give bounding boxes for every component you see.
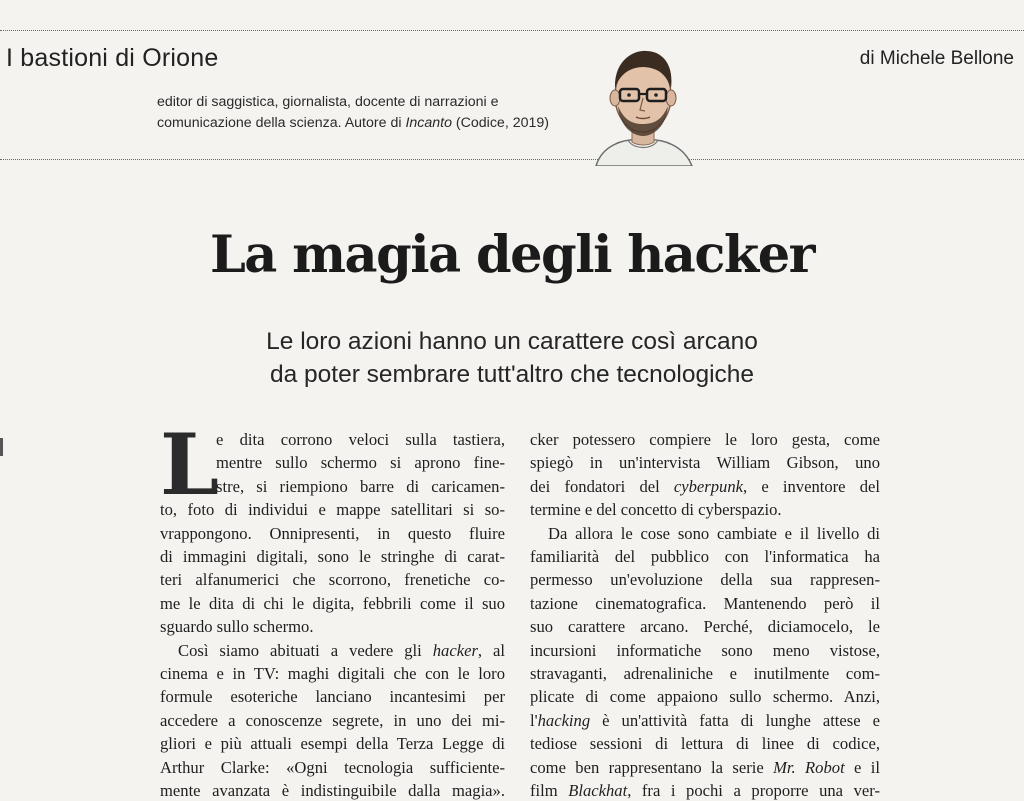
text-run: l' [530,710,538,730]
author-bio [157,92,597,134]
text-line [530,475,880,498]
text-line: sguardo sullo schermo. [160,617,314,637]
text-run: come ben rappresentano la serie [530,757,774,777]
emphasis-blackhat: Blackhat [568,781,628,801]
header-top-rule [0,30,1024,31]
article-title: La magia degli hacker [209,225,815,285]
text-line: gliori e più attuali esempi della Terza Legge di [160,734,505,754]
text-line: vrappongono. Onnipresenti, in questo fluire [160,523,505,543]
text-line [160,639,505,662]
text-line [530,779,880,801]
text-line [530,709,880,732]
text-line: di immagini digitali, sono le stringhe di carat- [160,547,505,567]
text-run: , fra i pochi a proporre una ver- [627,781,880,801]
text-line: termine e del concetto di cyberspazio. [530,500,782,520]
author-byline: di Michele Bellone [859,48,1014,69]
text-line: mente avanzata è indistinguibile dalla magia». [160,781,505,801]
text-line: teri alfanumerici che scorrono, frenetiche co- [160,570,505,590]
article-subtitle [0,325,1024,391]
text-line: stre, si riempiono barre di caricamen- [216,476,505,496]
text-line: cinema e in TV: maghi digitali che con le loro [160,664,505,684]
drop-cap: L [160,415,220,514]
text-run: , e inventore del [743,476,880,496]
text-run: Così siamo abituati a vedere gli [178,640,433,660]
text-line: cker potessero compiere le loro gesta, come [530,430,880,449]
subtitle-line-2: da poter sembrare tutt'altro che tecnologiche [269,361,755,388]
emphasis-hacker: hacker [432,640,478,660]
column-name: I bastioni di Orione [6,44,219,72]
text-line: Arthur Clarke: «Ogni tecnologia sufficiente- [160,757,505,777]
text-line: familiarità del pubblico con l'informatica ha [530,547,880,567]
text-line [530,756,880,779]
text-line: mentre sullo schermo si aprono fine- [216,453,505,473]
text-run: dei fondatori del [530,476,674,496]
bio-book-title: Incanto [405,115,452,131]
emphasis-hacking: hacking [537,710,591,730]
emphasis-cyberpunk: cyberpunk [673,476,744,496]
bio-text-end: (Codice, 2019) [451,115,549,131]
text-line: formule esoteriche lanciano incantesimi per [160,687,505,707]
text-line: e dita corrono veloci sulla tastiera, [216,430,505,449]
text-line: plicate di come appaiono sullo schermo. Anzi, [530,687,880,707]
text-run: film [530,781,569,801]
text-run: è un'attività fatta di lunghe attese e [590,710,880,730]
article-column-right [530,428,880,801]
text-line: permesso un'evoluzione della sua rappresen- [530,570,880,590]
text-line: tazione cinematografica. Mantenendo però il [530,593,880,613]
subtitle-line-1: Le loro azioni hanno un carattere così arcano [266,328,758,355]
emphasis-mr-robot: Mr. Robot [773,757,845,777]
bio-text: comunicazione della scienza. Autore di [157,115,406,131]
text-run: e il [844,757,881,777]
text-line: Da allora le cose sono cambiate e il livello di [548,523,880,543]
bio-line-1: editor di saggistica, giornalista, docente di narrazioni e [157,94,499,110]
author-portrait-icon [578,36,708,166]
text-run: , al [477,640,505,660]
text-line: to, foto di individui e mappe satellitari si so- [160,500,505,520]
header-bottom-rule [0,159,1024,160]
text-line: accedere a conoscenze segrete, in uno dei mi- [160,710,505,730]
text-line: me le dita di chi le digita, febbrili come il suo [160,593,505,613]
text-line: incursioni informatiche sono meno vistose, [530,640,880,660]
bio-line-2 [157,113,597,134]
text-line: tediose sessioni di lettura di linee di codice, [530,734,880,754]
text-line: stravaganti, adrenaliniche e inutilmente com- [530,664,880,684]
text-line: spiegò in un'intervista William Gibson, uno [530,453,880,473]
page-edge-mark [0,438,3,456]
text-line: suo carattere arcano. Perché, diciamocelo, le [530,617,880,637]
article-column-left [160,415,505,801]
